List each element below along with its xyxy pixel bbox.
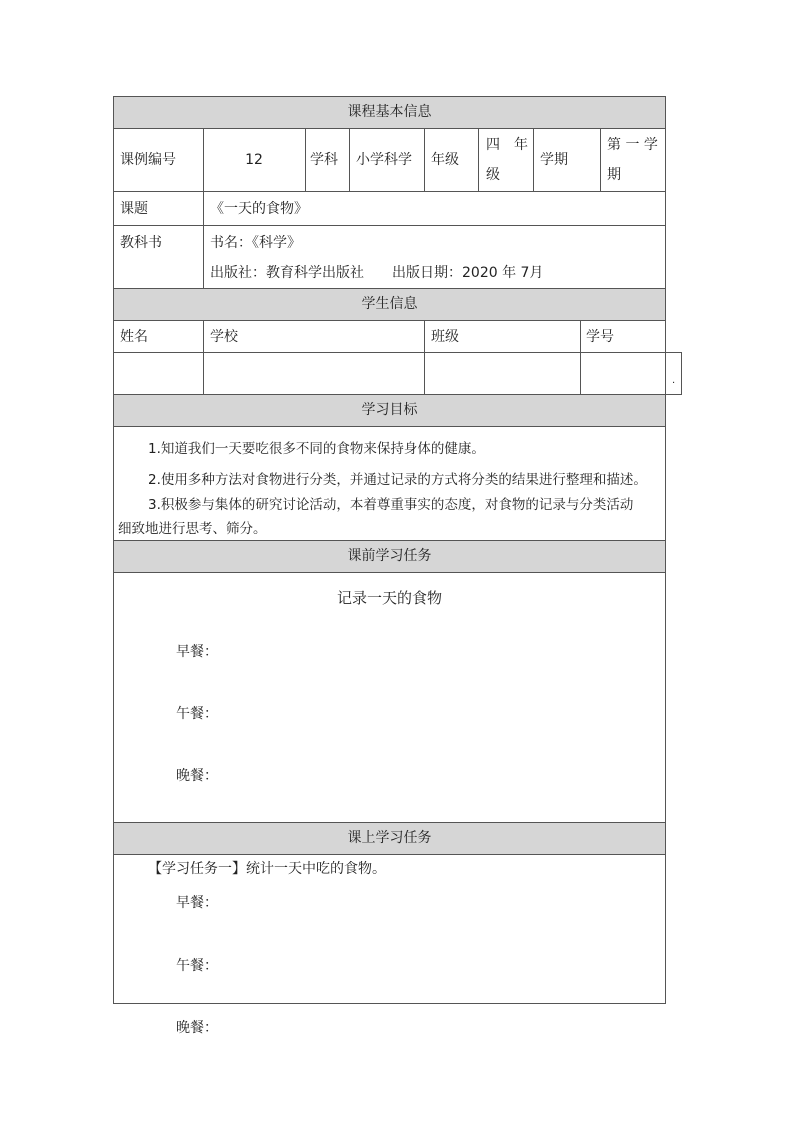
section-header-basic-info	[113, 96, 666, 129]
section-title-in-class: 课上学习任务	[347, 830, 432, 846]
section-header-student-info	[113, 288, 666, 321]
section-title-objectives: 学习目标	[361, 402, 418, 418]
term-value-line1: 第 一 学	[607, 137, 658, 153]
pre-class-breakfast: 早餐：	[176, 644, 218, 660]
course-no-label: 课例编号	[120, 152, 176, 168]
publisher: 出版社：教育科学出版社	[210, 265, 364, 281]
book-name: 书名：《科学》	[210, 235, 301, 251]
grade-value-line2: 级	[486, 167, 500, 183]
school-label: 学校	[210, 329, 238, 345]
in-class-breakfast: 早餐：	[176, 895, 218, 911]
textbook-label: 教科书	[120, 235, 162, 251]
topic-label: 课题	[120, 201, 148, 217]
pre-class-dinner: 晚餐：	[176, 768, 218, 784]
pre-class-task-title: 记录一天的食物	[336, 589, 442, 607]
objective-1: 1.知道我们一天要吃很多不同的食物来保持身体的健康。	[148, 441, 485, 457]
objective-3: 3.积极参与集体的研究讨论活动，本着尊重事实的态度，对食物的记录与分类活动	[148, 497, 634, 513]
subject-label: 学科	[310, 152, 338, 168]
section-title-pre-class: 课前学习任务	[347, 548, 432, 564]
section-title-basic-info: 课程基本信息	[347, 104, 432, 120]
section-header-in-class	[113, 822, 666, 855]
term-value-line2: 期	[607, 167, 621, 183]
stray-mark: .	[672, 375, 676, 386]
in-class-dinner: 晚餐：	[176, 1020, 218, 1036]
topic-value: 《一天的食物》	[210, 201, 308, 217]
objective-2: 2.使用多种方法对食物进行分类，并通过记录的方式将分类的结果进行整理和描述。	[148, 472, 647, 488]
pre-class-lunch: 午餐：	[176, 706, 218, 722]
objective-3-cont: 细致地进行思考、筛分。	[118, 521, 267, 537]
section-title-student-info: 学生信息	[361, 296, 418, 312]
section-header-pre-class	[113, 540, 666, 573]
in-class-lunch: 午餐：	[176, 958, 218, 974]
student-no-label: 学号	[586, 329, 614, 345]
pre-class-box	[113, 572, 666, 823]
name-label: 姓名	[120, 329, 148, 345]
term-label: 学期	[540, 152, 568, 168]
course-no-value: 12	[245, 152, 263, 168]
publish-date: 出版日期：2020 年 7月	[392, 265, 544, 281]
grade-value-line1: 四 年	[486, 137, 528, 153]
subject-value: 小学科学	[356, 152, 412, 168]
in-class-task-one: 【学习任务一】统计一天中吃的食物。	[148, 861, 386, 877]
section-header-objectives	[113, 394, 666, 427]
class-label: 班级	[431, 329, 459, 345]
student-info-table	[113, 320, 666, 395]
grade-label: 年级	[431, 152, 459, 168]
